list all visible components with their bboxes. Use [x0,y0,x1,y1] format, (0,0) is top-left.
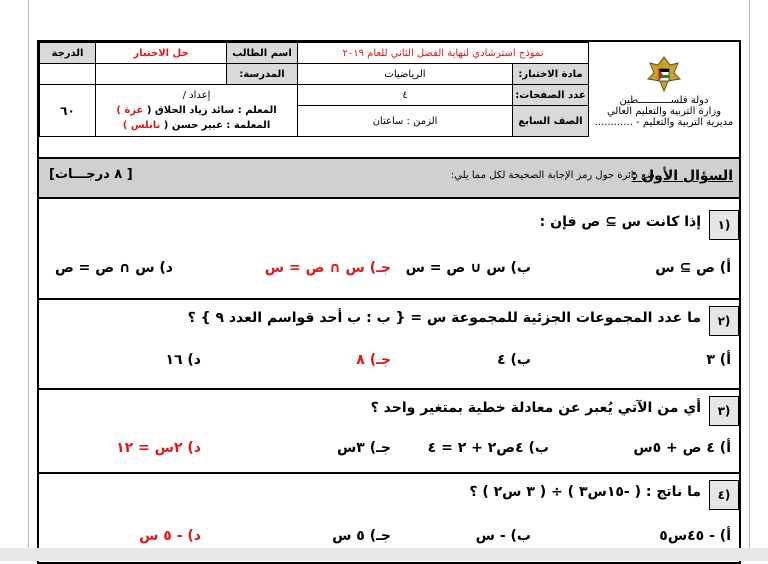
subject-label: مادة الاختبار: [513,64,589,85]
item-4-question: ما ناتج : ( -١٥س٣ ) ÷ ( ٣ س٢ ) ؟ [469,484,701,500]
question1-title: السؤال الأول : [631,168,733,184]
item-number-1: ١) [709,210,739,240]
item-3-option-d: د) ٢س = ١٢ [116,440,201,456]
item-2-question: ما عدد المجموعات الجزئية للمجموعة س = { ب : ب أحد قواسم العدد ٩ } ؟ [187,310,701,326]
viewer-bottom-bar [0,548,768,561]
item-3-option-c: جـ) ٣س [336,440,391,456]
item-3-question: أي من الآتي يُعبر عن معادلة خطية بمتغير واحد ؟ [370,400,701,416]
emblem-icon [589,51,739,95]
item-2-option-a: أ) ٣ [706,352,731,368]
school-label: المدرسة: [227,64,298,85]
question1-points: [ ٨ درجـــات] [49,167,133,182]
separator [39,388,739,390]
item-1-option-d: د) س ∩ ص = ص [54,260,173,276]
pages-value: ٤ [298,85,513,106]
item-2-option-c: جـ) ٨ [356,352,391,368]
separator [39,472,739,474]
total-grade: ٦٠ [40,85,96,137]
item-3-option-a: أ) ٤ ص + ٥س [633,440,731,456]
grade-label: الدرجة [40,43,96,64]
item-2-option-b: ب) ٤ [497,352,531,368]
ministry-name: وزارة التربية والتعليم العالي [606,106,722,117]
subject-value: الرياضيات [298,64,513,85]
ministry-cell [589,43,740,137]
question1-instructions: ضع دائرة حول رمز الإجابة الصحيحة لكل مما يلي: [450,170,655,181]
item-1-question: إذا كانت س ⊇ ص فإن : [539,214,701,230]
item-4-option-c: جـ) ٥ س [332,528,391,544]
item-number-3: ٣) [709,396,739,426]
separator [39,298,739,300]
header-table [39,42,739,137]
state-name: دولة فلســـــــــــطين [619,95,709,106]
exam-title: نموذج استرشادي لنهاية الفصل الثاني للعام ٢٠١٩ [298,43,589,64]
teacher-male: المعلم : سائد زياد الحلاق ( غزة ) [116,105,277,116]
item-number-4: ٤) [709,480,739,510]
item-2-option-d: د) ١٦ [165,352,201,368]
prepared-by-cell [96,85,298,137]
item-4-option-b: ب) - س [475,528,531,544]
student-name-label: اسم الطالب [227,43,298,64]
item-3-option-b: ب) ٤ص٢ + ٢ = ٤ [427,440,549,456]
directorate-name: مديرية التربية والتعليم - ............ [594,117,734,128]
duration: الزمن : ساعتان [298,106,513,137]
exam-page [28,0,750,561]
exam-frame [37,40,741,564]
pages-label: عدد الصفحات: [513,85,589,106]
answer-key-title: حل الاختبار [96,43,227,64]
prepared-by-label: إعداد / [182,90,211,101]
item-4-option-a: أ) - ٤٥س٥ [659,528,731,544]
item-1-option-c: جـ) س ∩ ص = س [264,260,391,276]
item-1-option-b: ب) س ∪ ص = س [405,260,531,276]
grade-level: الصف السابع [513,106,589,137]
teacher-female: المعلمة : عبير حسن ( نابلس ) [122,120,271,131]
item-number-2: ٢) [709,306,739,336]
item-1-option-a: أ) ص ⊇ س [655,260,731,276]
question1-header [39,157,739,199]
item-4-option-d: د) - ٥ س [139,528,201,544]
